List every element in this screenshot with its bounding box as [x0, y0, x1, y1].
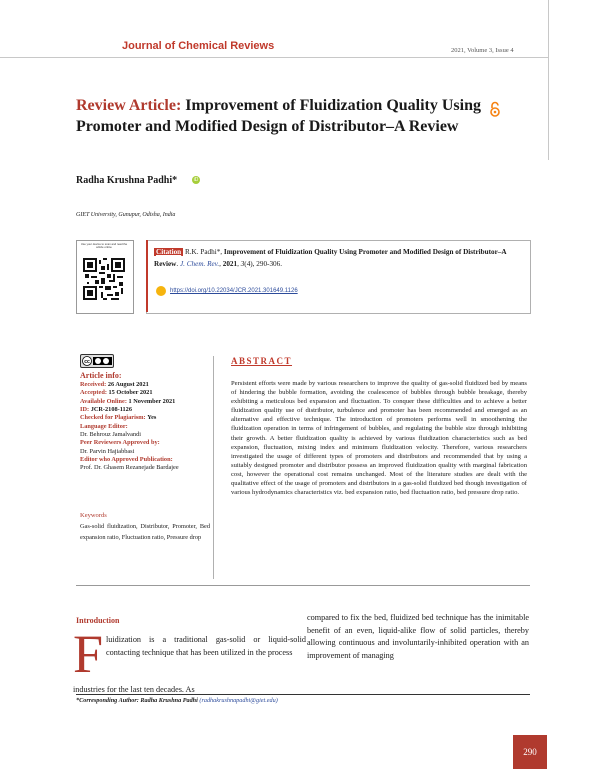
column-separator	[213, 356, 214, 579]
creative-commons-icon[interactable]	[80, 354, 114, 368]
accepted-label: Accepted:	[80, 389, 107, 397]
issue-info: 2021, Volume 3, Issue 4	[451, 47, 514, 54]
intro-col2-text: compared to fix the bed, fluidized bed technique has the inimitable benefit of an even, liquid-alike flow of solid particles, thereby allowing continuous and involuntarily-inhibited operation with an improvement of managing	[307, 613, 529, 660]
qr-caption: Use your device to scan and read the article online	[80, 242, 128, 250]
peer-label: Peer Reviewers Approved by:	[80, 439, 160, 447]
doi-icon	[156, 286, 166, 296]
citation-badge[interactable]: Citation	[156, 248, 182, 256]
citation-accent-bar	[146, 240, 148, 312]
abstract-text: Persistent efforts were made by various researchers to improve the quality of gas-solid fluidized bed by means of hindering the bubble formation, avoiding the coalescence of bubbles through bubble breakage, thereby exhibiting a meticulous bed expansion and fluctuation. To conquer these difficulties and to achieve a better fluidization quality use of distributor, turbulence and promoter has been recommended and emerged as an alternative and effective technique. The introduction of promoters performs well in smoothening the fluidization operation in terms of infringement of bubbles, and regulating the bubble size through inhibiting their growth. A better fluidization quality is achieved by various fluidization characteristics such as bed expansion, fluctuation, mixing index and minimum fluidization velocity. Therefore, various researchers investigated the usage of different types of promoters and distributors and recommended that by using a suitably designed promoter and distributor possess an improved fluidization quality with marginal fabrication cost, however the operational cost remains unchanged. Most of the literature studies are dealt with the qualitative effect of the usage of promoters and distributors in a gas-solid fluidized bed though investigation of various hydrodynamics characteristics viz. bed expansion ratio, bed fluctuation ratio, bed pressure drop ratio.	[231, 380, 527, 497]
citation-title: Improvement of Fluidization Quality Using Promoter and Modified Design of Distributor–A Review	[154, 248, 507, 268]
svg-text:cc: cc	[84, 358, 90, 365]
article-title-text: Improvement of Fluidization Quality Using Promoter and Modified Design of Distributor–A Review	[76, 97, 481, 135]
keywords-heading: Keywords	[80, 512, 107, 519]
article-info	[80, 381, 215, 473]
drop-cap: F	[73, 624, 104, 684]
editor-label: Language Editor:	[80, 422, 128, 430]
open-access-icon	[488, 101, 502, 117]
header-vertical-rule	[548, 0, 549, 160]
citation-authors: R.K. Padhi*,	[183, 248, 224, 256]
orcid-icon[interactable]: iD	[193, 177, 199, 183]
page-number: 290	[513, 735, 547, 769]
received-label: Received:	[80, 381, 107, 388]
peer-name: Dr. Parvin Hajiabbasi	[80, 447, 135, 455]
article-info-heading: Article info:	[80, 371, 122, 380]
article-type: Review Article:	[76, 97, 182, 114]
keywords-text: Gas-solid fluidization, Distributor, Promoter, Bed expansion ratio, Fluctuation ratio, Pressure drop	[80, 523, 210, 541]
citation-journal: J. Chem. Rev.	[179, 259, 220, 268]
introduction-heading: Introduction	[76, 616, 120, 625]
plagiarism-label: Checked for Plagiarism:	[80, 414, 146, 422]
accepted-date: 15 October 2021	[108, 389, 153, 397]
corresponding-author	[76, 697, 278, 704]
approved-label: Editor who Approved Publication:	[80, 456, 173, 464]
citation-volume: 3	[240, 259, 245, 268]
article-id: JCR-2108-1126	[90, 406, 132, 414]
doi-link[interactable]: https://doi.org/10.22034/JCR.2021.301649.1126	[170, 288, 298, 294]
citation-text: Citation R.K. Padhi*, Improvement of Fluidization Quality Using Promoter and Modified Design of Distributor–A Review. J. Chem. Rev., 2021, 3(4), 290-306.	[154, 248, 507, 268]
intro-col1-text: luidization is a traditional gas-solid or liquid-solid contacting technique that has been utilized in the process	[106, 635, 306, 657]
id-label: ID:	[80, 406, 90, 414]
editor-name: Dr. Behrouz Jamalvandi	[80, 431, 142, 439]
qr-code-icon[interactable]	[83, 258, 125, 300]
footnote-rule	[76, 694, 530, 695]
header-rule	[0, 57, 548, 58]
abstract-heading: ABSTRACT	[231, 356, 293, 366]
online-date: 1 November 2021	[128, 397, 176, 405]
intro-col1-text-cont: industries for the last ten decades. As	[73, 685, 195, 694]
affiliation: GIET University, Gunupur, Odisha, India	[76, 212, 176, 218]
corr-email[interactable]: (radhakrushnapadhi@giet.edu)	[199, 697, 278, 704]
section-rule	[76, 585, 530, 586]
citation-year: 2021	[222, 259, 238, 268]
author-name: Radha Krushna Padhi*	[76, 175, 178, 186]
online-label: Available Online:	[80, 397, 127, 405]
journal-name: Journal of Chemical Reviews	[122, 40, 275, 52]
approved-name: Prof. Dr. Ghasem Rezanejade Bardajee	[80, 464, 179, 472]
corr-label: *Corresponding Author: Radha Krushna Padhi	[76, 697, 198, 704]
plagiarism-value: Yes	[147, 414, 157, 422]
citation-pages: (4), 290-306.	[244, 259, 283, 268]
received-date: 26 August 2021	[107, 381, 149, 388]
article-title	[76, 96, 506, 137]
